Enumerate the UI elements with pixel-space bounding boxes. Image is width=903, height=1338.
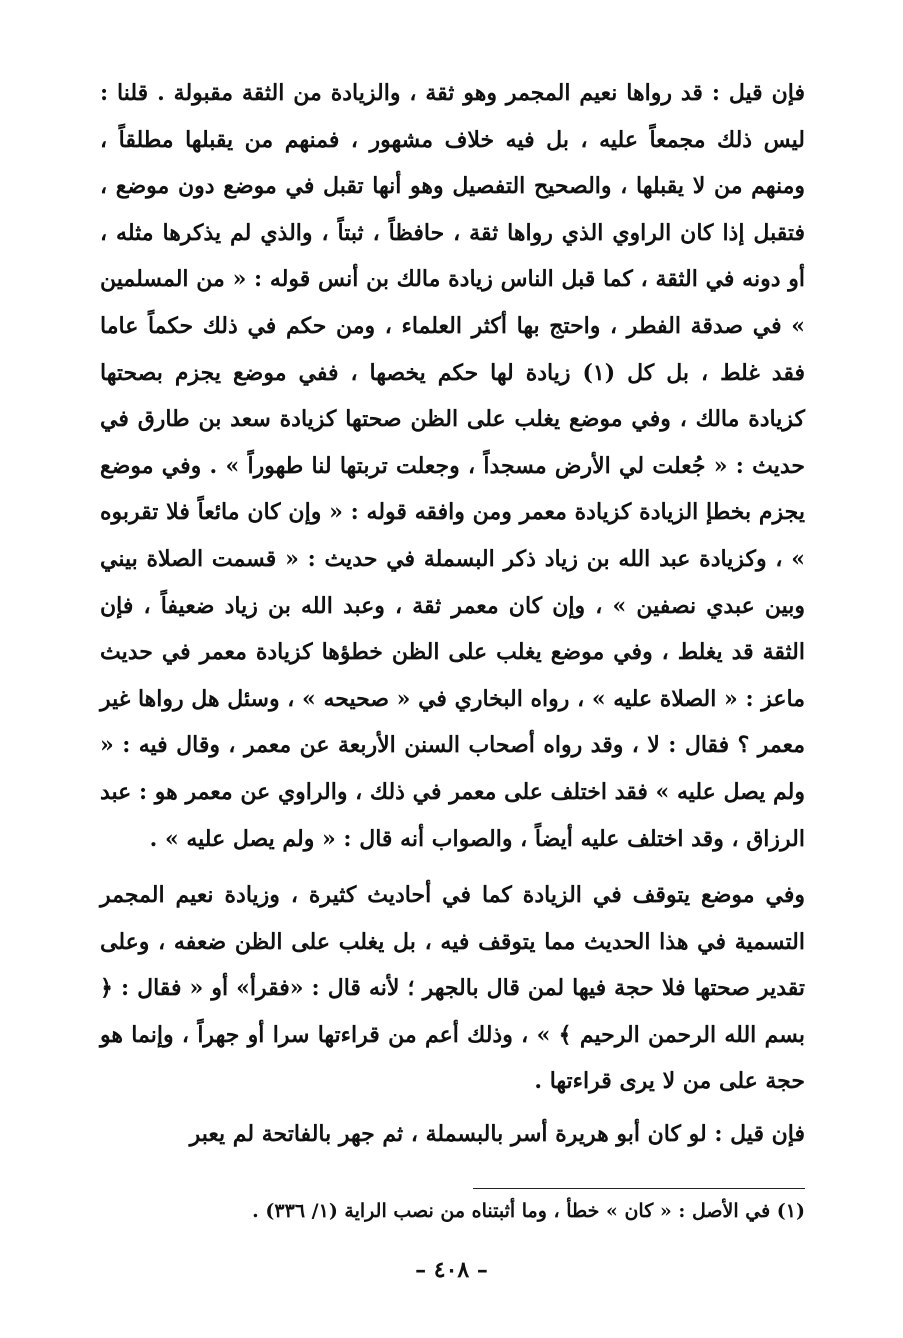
page-number: – ٤٠٨ – [415, 1257, 488, 1283]
paragraph: فإن قيل : لو كان أبو هريرة أسر بالبسملة ، ثم جهر بالفاتحة لم يعبر [189, 1121, 805, 1148]
main-text [100, 70, 805, 1158]
paragraph: وفي موضع يتوقف في الزيادة كما في أحاديث كثيرة ، وزيادة نعيم المجمر التسمية في هذا الحديث مما يتوقف فيه ، بل يغلب على الظن ضعفه ، وعلى تقدير صحتها فلا حجة فيها لمن قال بالجهر ؛ لأنه قال : «فقرأ» أو « فقال : ﴿ بسم الله الرحمن الرحيم ﴾ » ، وذلك أعم من قراءتها سرا أو جهراً ، وإنما هو حجة على من لا يرى قراءتها . [100, 882, 805, 1095]
footnote: (١) في الأصل : « كان » خطأ ، وما أثبتناه من نصب الراية (١/ ٣٣٦) . [252, 1200, 805, 1222]
paragraph: فإن قيل : قد رواها نعيم المجمر وهو ثقة ، والزيادة من الثقة مقبولة . قلنا : ليس ذلك مجمعاً عليه ، بل فيه خلاف مشهور ، فمنهم من يقبلها مطلقاً ، ومنهم من لا يقبلها ، والصحيح التفصيل وهو أنها تقبل في موضع دون موضع ، فتقبل إذا كان الراوي الذي رواها ثقة ، حافظاً ، ثبتاً ، والذي لم يذكرها مثله ، أو دونه في الثقة ، كما قبل الناس زيادة مالك بن أنس قوله : « من المسلمين » في صدقة الفطر ، واحتج بها أكثر العلماء ، ومن حكم في ذلك حكماً عاما فقد غلط ، بل كل (١) زيادة لها حكم يخصها ، ففي موضع يجزم بصحتها كزيادة مالك ، وفي موضع يغلب على الظن صحتها كزيادة سعد بن طارق في حديث : « جُعلت لي الأرض مسجداً ، وجعلت تربتها لنا طهوراً » . وفي موضع يجزم بخطإ الزيادة كزيادة معمر ومن وافقه قوله : « وإن كان مائعاً فلا تقربوه » ، وكزيادة عبد الله بن زياد ذكر البسملة في حديث : « قسمت الصلاة بيني وبين عبدي نصفين » ، وإن كان معمر ثقة ، وعبد الله بن زياد ضعيفاً ، فإن الثقة قد يغلط ، وفي موضع يغلب على الظن خطؤها كزيادة معمر في حديث ماعز : « الصلاة عليه » ، رواه البخاري في « صحيحه » ، وسئل هل رواها غير معمر ؟ فقال : لا ، وقد رواه أصحاب السنن الأربعة عن معمر ، وقال فيه : « ولم يصل عليه » فقد اختلف على معمر في ذلك ، والراوي عن معمر هو : عبد الرزاق ، وقد اختلف عليه أيضاً ، والصواب أنه قال : « ولم يصل عليه » . [100, 80, 805, 852]
footnote-divider [473, 1188, 805, 1189]
